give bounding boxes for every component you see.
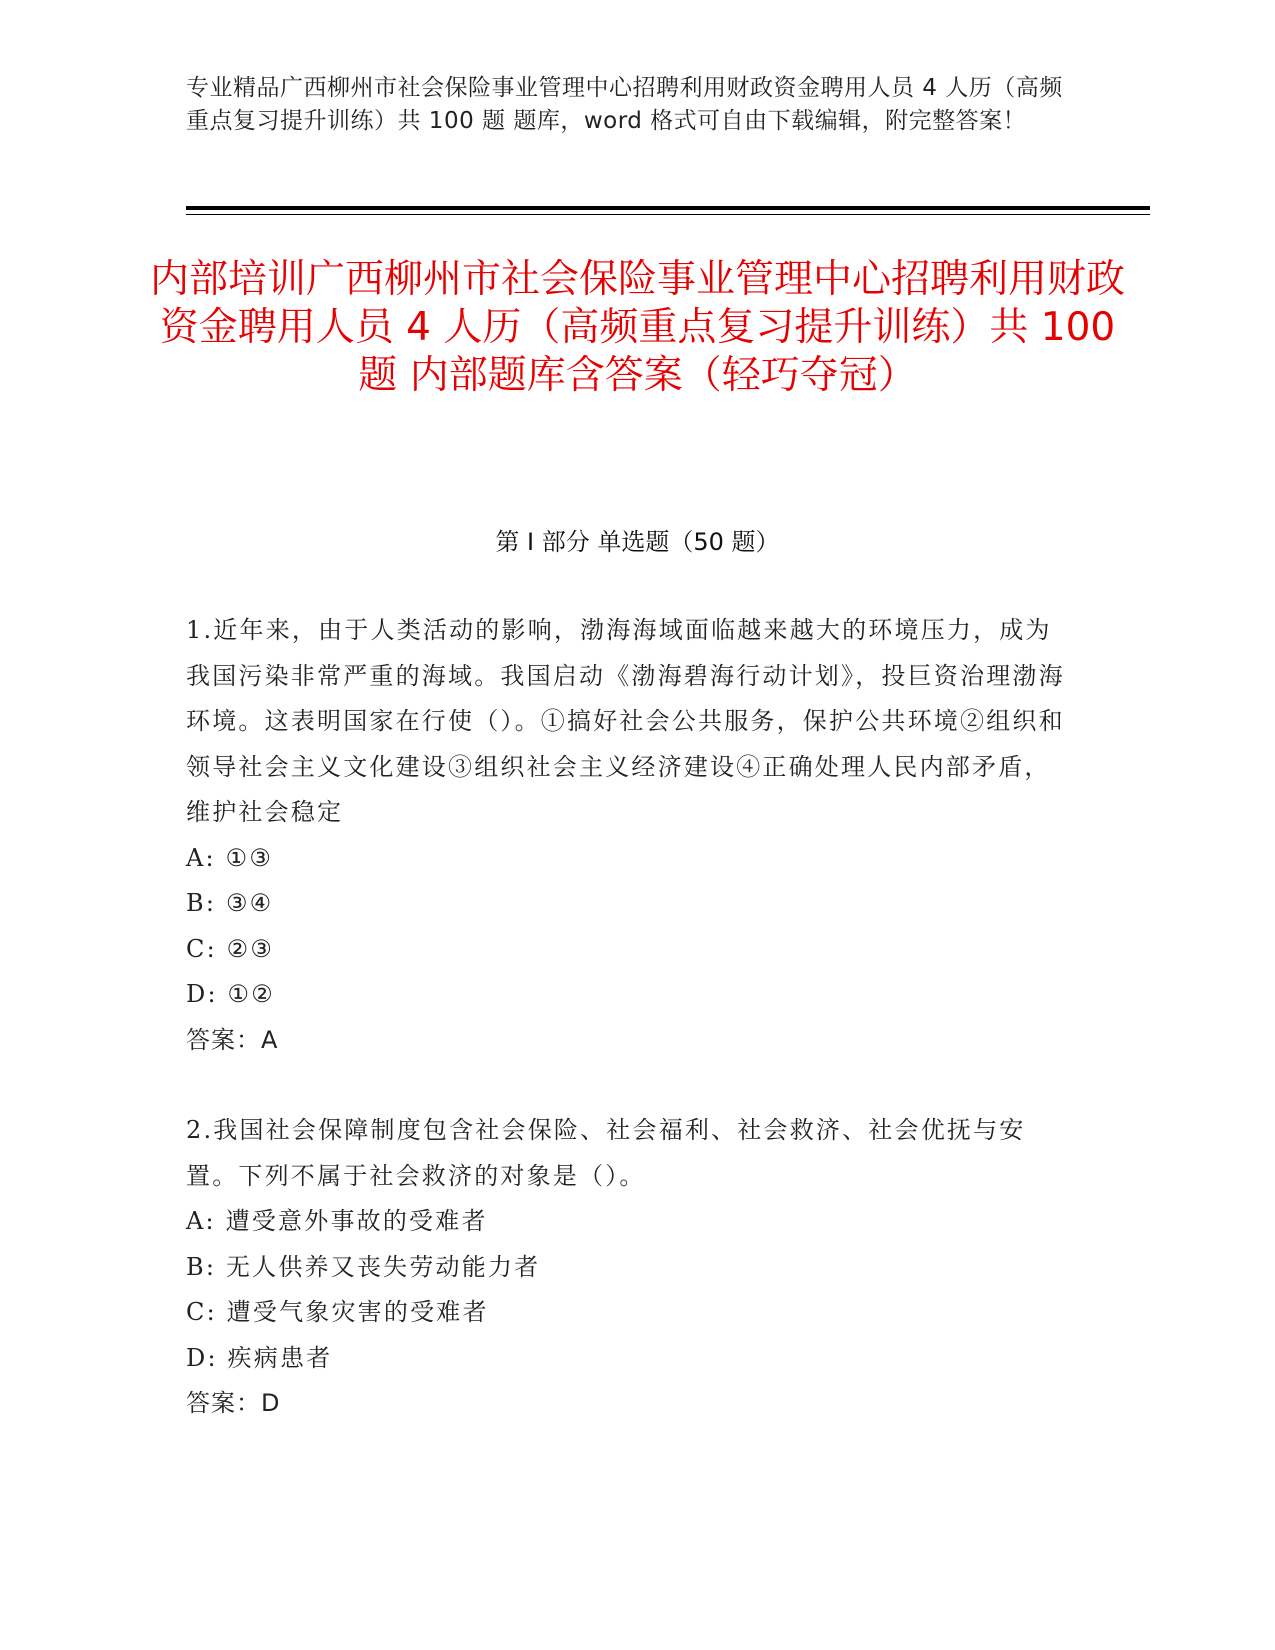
question-1-answer: 答案：A bbox=[186, 1025, 279, 1054]
header-divider-thick bbox=[186, 206, 1150, 210]
question-2-stem: 2.我国社会保障制度包含社会保险、社会福利、社会救济、社会优抚与安置。下列不属于社会救济的对象是（）。 bbox=[186, 1116, 1026, 1190]
question-1 bbox=[186, 608, 1066, 1063]
section-title: 第 I 部分 单选题（50 题） bbox=[495, 528, 780, 556]
question-2-option-b: B: 无人供养又丧失劳动能力者 bbox=[186, 1252, 541, 1281]
question-2-option-d: D: 疾病患者 bbox=[186, 1343, 333, 1372]
header-divider-thin bbox=[186, 214, 1150, 215]
document-title: 内部培训广西柳州市社会保险事业管理中心招聘利用财政资金聘用人员 4 人历（高频重点复习提升训练）共 100 题 内部题库含答案（轻巧夺冠） bbox=[150, 257, 1126, 398]
question-2-option-c: C: 遭受气象灾害的受难者 bbox=[186, 1298, 489, 1326]
question-1-stem: 1.近年来，由于人类活动的影响，渤海海域面临越来越大的环境压力，成为我国污染非常严重的海域。我国启动《渤海碧海行动计划》，投巨资治理渤海环境。这表明国家在行使（）。①搞好社会公共服务，保护公共环境②组织和领导社会主义文化建设③组织社会主义经济建设④正确处理人民内部矛盾，维护社会稳定 bbox=[186, 616, 1065, 826]
question-2 bbox=[186, 1108, 1066, 1427]
question-2-option-a: A: 遭受意外事故的受难者 bbox=[186, 1207, 488, 1235]
question-1-option-a: A: ①③ bbox=[186, 843, 274, 872]
question-1-option-b: B: ③④ bbox=[186, 889, 274, 917]
question-1-option-d: D: ①② bbox=[186, 980, 275, 1008]
question-2-answer: 答案：D bbox=[186, 1389, 281, 1417]
document-header-note: 专业精品广西柳州市社会保险事业管理中心招聘利用财政资金聘用人员 4 人历（高频重点复习提升训练）共 100 题 题库，word 格式可自由下载编辑，附完整答案！ bbox=[186, 75, 1063, 134]
question-1-option-c: C: ②③ bbox=[186, 934, 275, 963]
